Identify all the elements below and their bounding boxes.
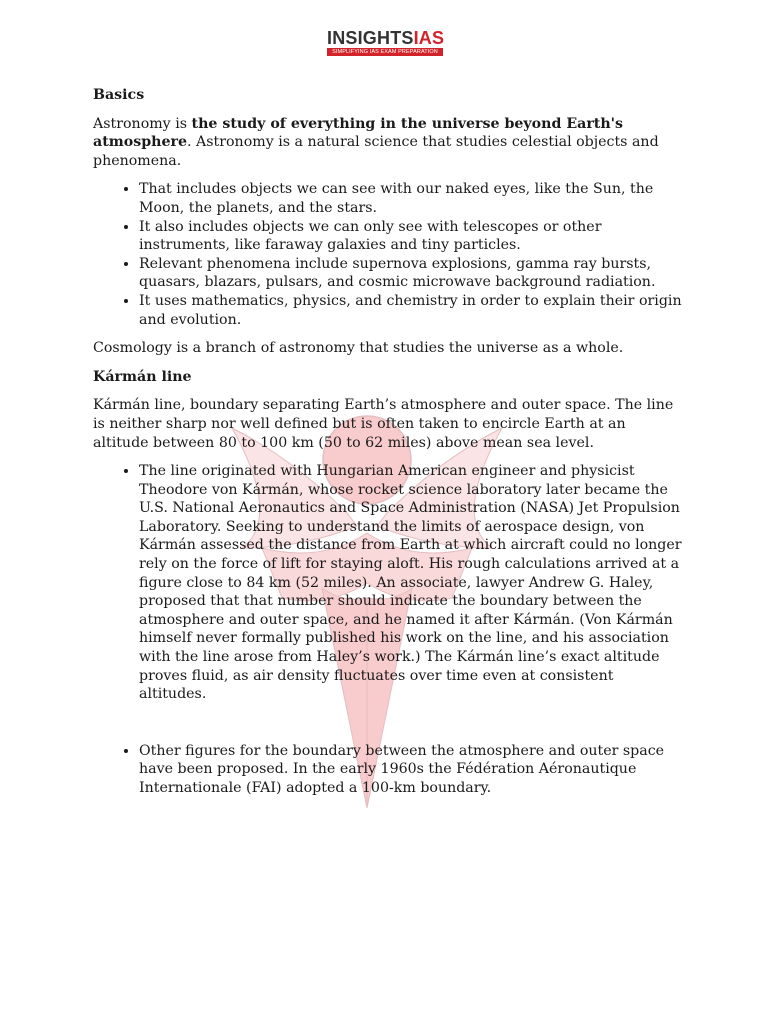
bullet-item: • It also includes objects we can only see with telescopes or other instruments, like faraway galaxies and tiny particles.	[139, 218, 683, 255]
cosmology-paragraph: Cosmology is a branch of astronomy that studies the universe as a whole.	[93, 340, 624, 357]
section-heading-basics: Basics	[93, 87, 145, 103]
document-body	[93, 86, 683, 808]
intro-text-start: Astronomy is	[93, 115, 192, 132]
section-heading-karman-line: Kármán line	[93, 368, 192, 385]
logo-wordmark	[327, 28, 443, 48]
bullet-item: • Relevant phenomena include supernova explosions, gamma ray bursts, quasars, blazars, pulsars, and cosmic microwave background radiation.	[139, 255, 683, 292]
karman-bullet-list-1	[93, 462, 683, 704]
astronomy-bullet-list	[93, 180, 683, 329]
bullet-item: • The line originated with Hungarian American engineer and physicist Theodore von Kármán, whose rocket science laboratory later became the U.S. National Aeronautics and Space Administration (NASA) Jet Propulsion Laboratory. Seeking to understand the limits of aerospace design, von Kármán assessed the distance from Earth at which aircraft could no longer rely on the force of lift for staying aloft. His rough calculations arrived at a figure close to 84 km (52 miles). An associate, lawyer Andrew G. Haley, proposed that that number should indicate the boundary between the atmosphere and outer space, and he named it after Kármán. (Von Kármán himself never formally published his work on the line, and his association with the line arose from Haley’s work.) The Kármán line’s exact altitude proves fluid, as air density fluctuates over time even at consistent altitudes.	[139, 462, 683, 704]
insightsias-logo	[327, 28, 443, 58]
karman-intro-paragraph: Kármán line, boundary separating Earth’s atmosphere and outer space. The line is neither sharp nor well defined but is often taken to encircle Earth at an altitude between 80 to 100 km (50 to 62 miles) above mean sea level.	[93, 397, 674, 451]
bullet-item: • That includes objects we can see with our naked eyes, like the Sun, the Moon, the planets, and the stars.	[139, 180, 683, 217]
bullet-item: • It uses mathematics, physics, and chemistry in order to explain their origin and evolution.	[139, 292, 683, 329]
intro-bold-definition: the study of everything in the universe beyond Earth's atmosphere	[93, 115, 623, 151]
logo-wordmark-part1: INSIGHTS	[327, 28, 414, 48]
logo-wordmark-part2: IAS	[413, 28, 445, 48]
spacer	[93, 714, 683, 742]
logo-tagline: SIMPLIFYING IAS EXAM PREPARATION	[327, 48, 443, 56]
astronomy-intro-paragraph	[93, 115, 683, 171]
intro-text-end: . Astronomy is a natural science that studies celestial objects and phenomena.	[93, 134, 659, 169]
karman-bullet-list-2	[93, 742, 683, 798]
bullet-item: • Other figures for the boundary between the atmosphere and outer space have been proposed. In the early 1960s the Fédération Aéronautique Internationale (FAI) adopted a 100-km boundary.	[139, 742, 683, 798]
